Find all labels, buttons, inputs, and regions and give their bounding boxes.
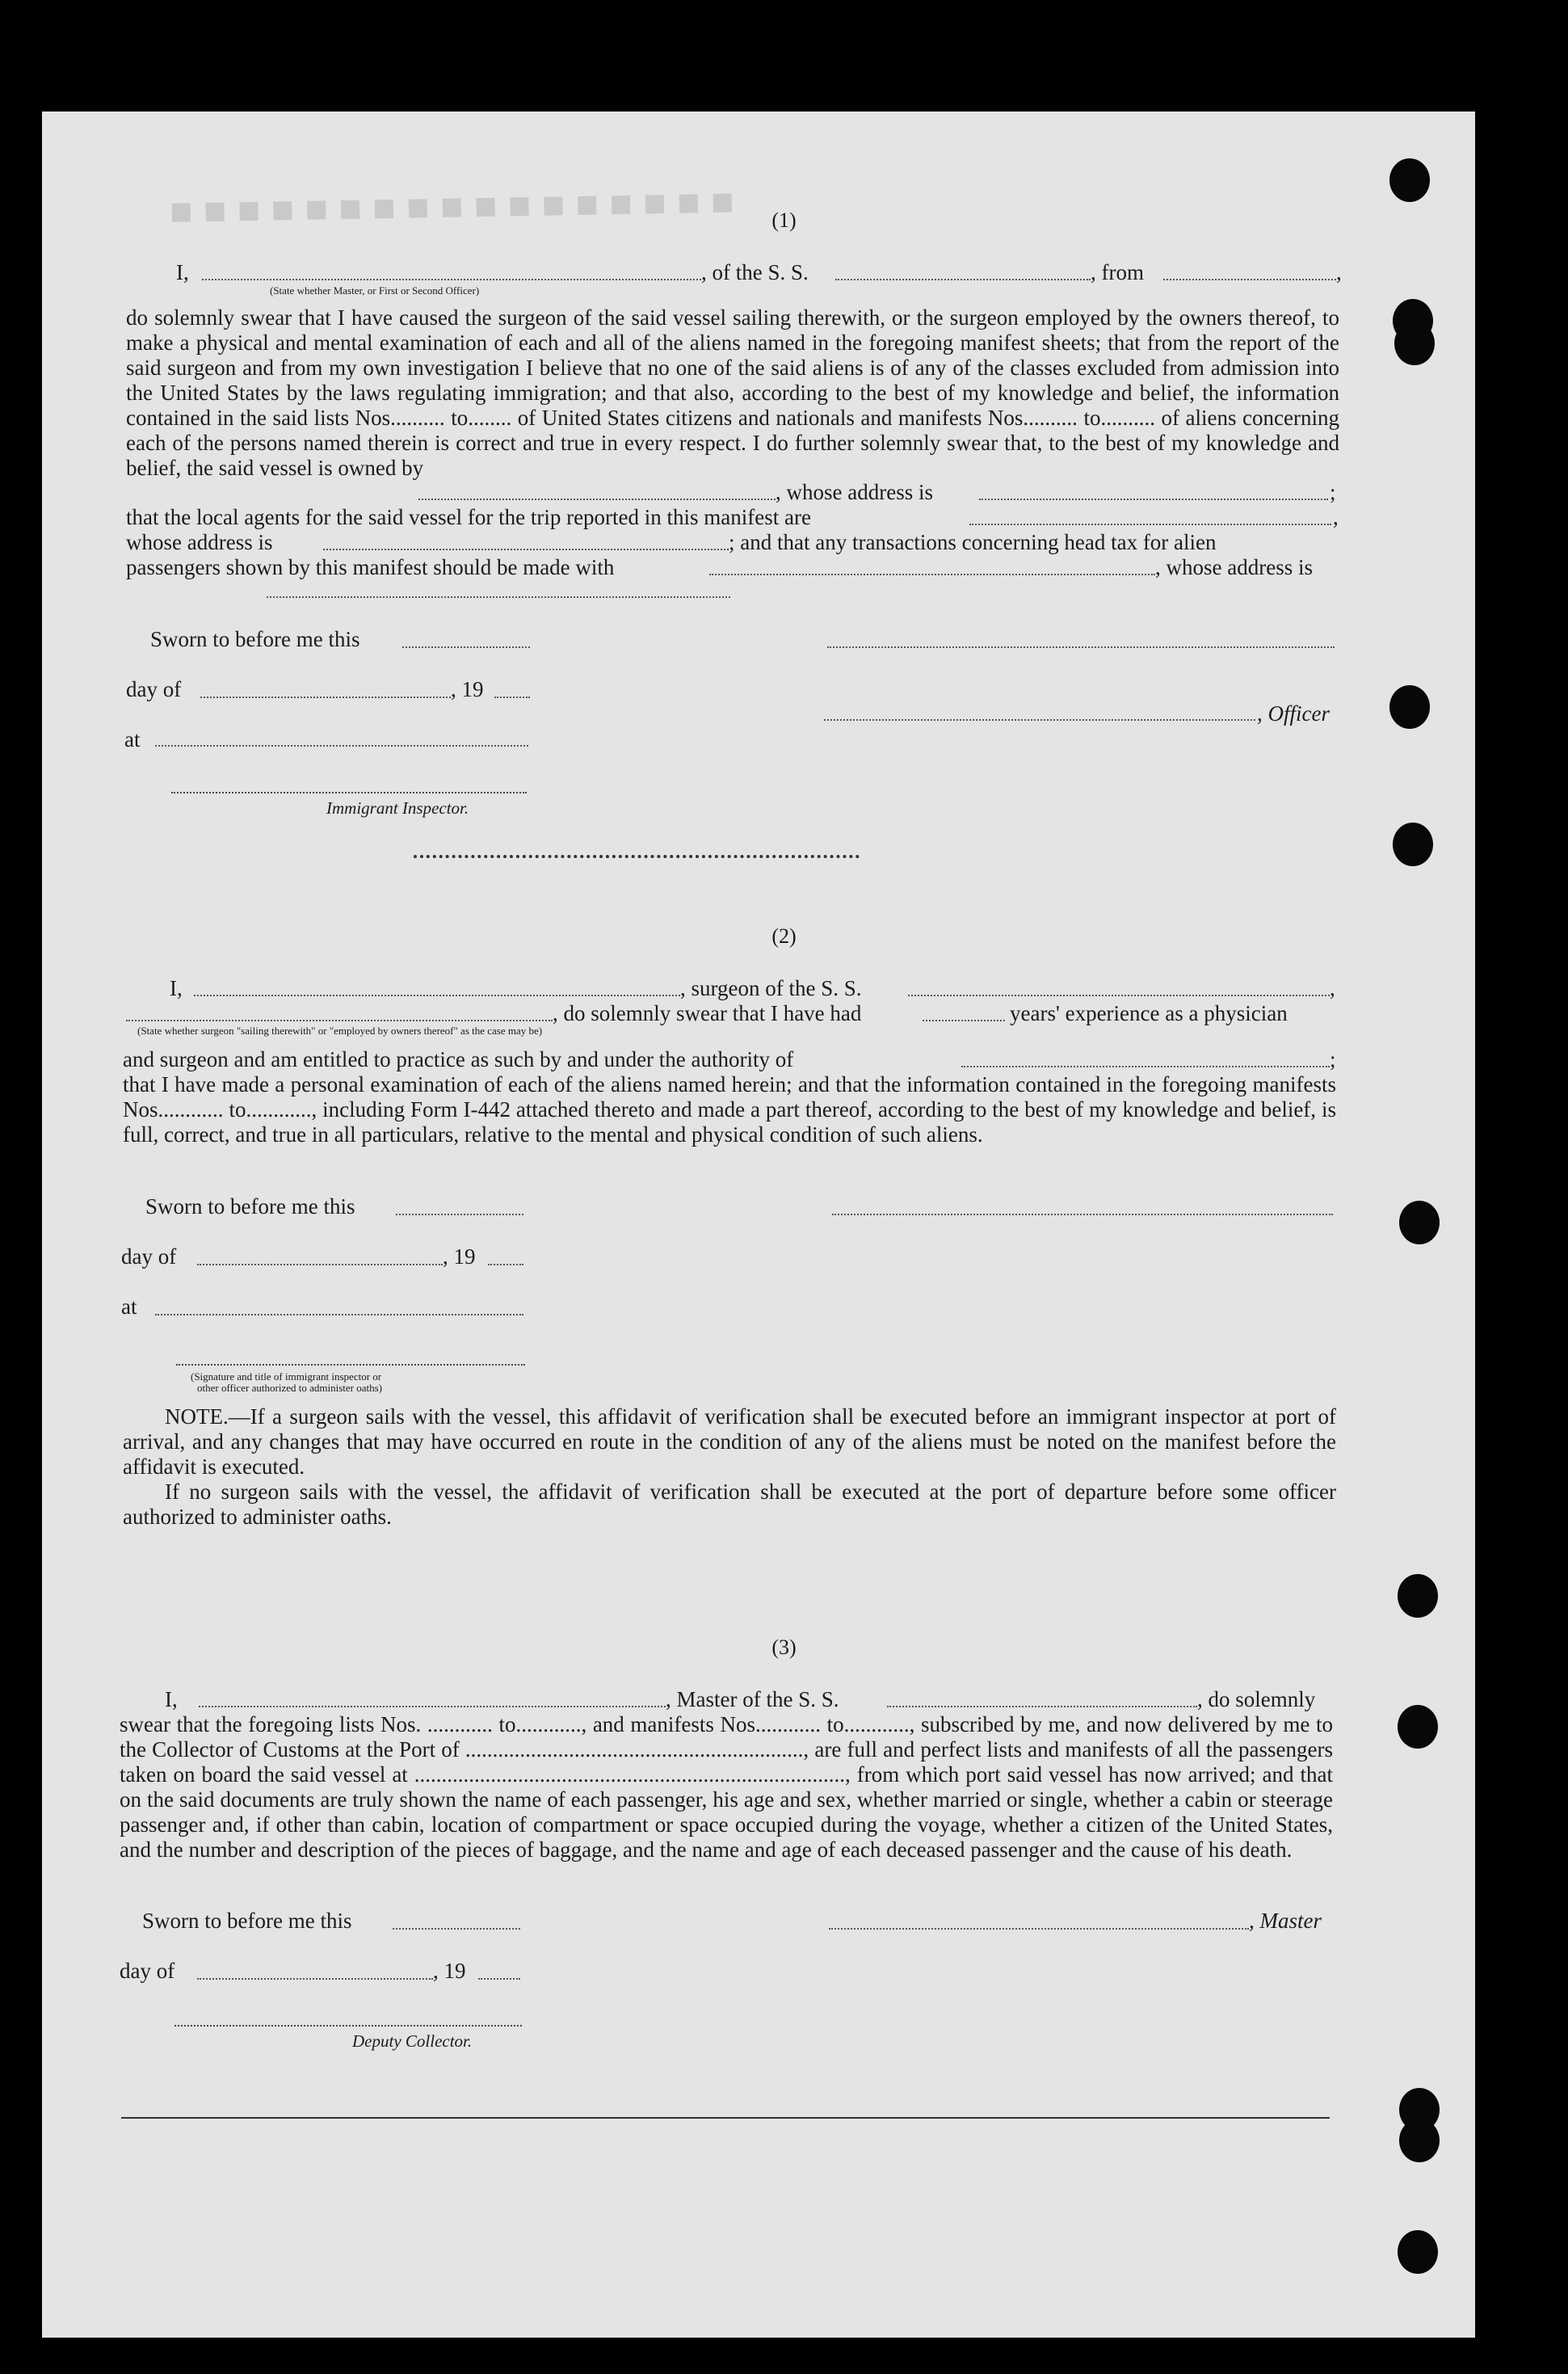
s1-officer-signature-line — [824, 719, 1255, 721]
s1-from-label: , from — [1091, 260, 1144, 284]
s1-officer-rank-blank — [202, 279, 701, 280]
s2-years-blank — [923, 1020, 1005, 1021]
s2-at-label: at — [121, 1294, 137, 1319]
punch-hole — [1389, 158, 1430, 202]
s2-no-surgeon-paragraph: If no surgeon sails with the vessel, the affidavit of verification shall be executed at the port of departure before some officer authorized to administer oaths. — [123, 1480, 1336, 1529]
section-2-number: (2) — [771, 924, 797, 948]
s1-officer-rank-note: (State whether Master, or First or Second Officer) — [270, 284, 480, 297]
s2-i-label: I, — [170, 976, 183, 1000]
s3-year-blank — [478, 1978, 520, 1980]
s2-solemnly-swear-text: , do solemnly swear that I have had — [553, 1001, 862, 1025]
s2-line1-end: , — [1330, 976, 1335, 1000]
s3-master-label: , Master — [1249, 1909, 1322, 1933]
s1-i-label: I, — [176, 260, 189, 284]
s3-oath-paragraph: swear that the foregoing lists Nos. ............ to............, and manifests Nos............ to............, subscribed by me, and now delivered by me to the Collector of Customs at the Port of .............................................................., are full and perfect lists and manifests of all the passengers taken on board the said vessel at ..............................................................................., from which port said vessel has now arrived; and that on the said documents are truly shown the name of each passenger, his age and sex, whether married or single, whether a cabin or steerage passenger and, if other than cabin, location of compartment or space occupied during the voyage, whether a citizen of the United States, and the number and description of the pieces of baggage, and the name and age of each deceased passenger and the cause of his death. — [120, 1712, 1333, 1862]
s3-month-blank — [197, 1978, 433, 1980]
s3-master-name-blank — [199, 1706, 666, 1707]
bleed-through-text: ■ ■ ■ ■ ■ ■ ■ ■ ■ ■ ■ ■ ■ ■ ■ ■ ■ — [169, 187, 736, 226]
s2-surgeon-status-note: (State whether surgeon "sailing therewith" or "employed by owners thereof" as the case may be) — [137, 1025, 543, 1037]
s2-surgeon-of-ss-label: , surgeon of the S. S. — [680, 976, 862, 1000]
s1-year-label: , 19 — [451, 677, 484, 701]
s2-sworn-day-blank — [396, 1214, 523, 1215]
s3-year-label: , 19 — [433, 1959, 466, 1983]
s1-agents-blank — [969, 524, 1331, 525]
s2-examination-paragraph: that I have made a personal examination of each of the aliens named herein; and that the information contained in the foregoing manifests Nos............ to............, including Form I-442 attached thereto and made a part thereof, according to the best of my knowledge and belief, is full, correct, and true in all particulars, relative to the mental and physical condition of such aliens. — [123, 1072, 1336, 1147]
s1-owner-address-label: , whose address is — [776, 480, 933, 504]
s2-authority-blank — [961, 1066, 1330, 1067]
s1-agents-address-blank — [323, 549, 729, 550]
s1-of-the-ss-label: , of the S. S. — [701, 260, 809, 284]
s1-head-tax-party-blank — [709, 574, 1155, 575]
s3-i-label: I, — [165, 1687, 178, 1711]
s2-signature-note-line1: (Signature and title of immigrant inspector or — [191, 1370, 382, 1383]
s2-inspector-signature-line — [176, 1364, 525, 1366]
s3-vessel-name-blank — [887, 1706, 1197, 1707]
s1-owner-blank — [418, 499, 776, 500]
punch-hole — [1399, 2119, 1440, 2162]
s1-passengers-text: passengers shown by this manifest should be made with — [126, 555, 615, 579]
s2-sworn-label: Sworn to before me this — [145, 1194, 355, 1219]
punch-hole — [1398, 1574, 1438, 1618]
s3-deputy-collector-label: Deputy Collector. — [352, 2031, 473, 2051]
s2-note-label: NOTE. — [165, 1404, 229, 1429]
s1-vessel-name-blank — [835, 279, 1091, 280]
s1-oath-paragraph: do solemnly swear that I have caused the surgeon of the said vessel sailing therewith, or the surgeon employed by the owners thereof, to make a physical and mental examination of each and all of the aliens named in the foregoing manifest sheets; that from the report of the said surgeon and from my own investigation I believe that no one of the said aliens is of any of the classes excluded from admission into the United States by the laws regulating immigration; and that also, according to the best of my knowledge and belief, the information contained in the said lists Nos.......... to........ of United States citizens and nationals and manifests Nos.......... to.......... of aliens concerning each of the persons named therein is correct and true in every respect. I do further solemnly swear that, to the best of my knowledge and belief, the said vessel is owned by — [126, 305, 1339, 480]
s1-from-port-blank — [1163, 279, 1336, 280]
section-1-number: (1) — [771, 208, 797, 232]
s1-master-signature-line — [827, 646, 1335, 648]
s1-month-blank — [200, 697, 451, 698]
s1-agents-label: that the local agents for the said vessel for the trip reported in this manifest are — [126, 505, 811, 529]
s1-head-tax-address-label: , whose address is — [1155, 555, 1313, 579]
s2-vessel-name-blank — [908, 995, 1330, 996]
s3-master-of-ss-label: , Master of the S. S. — [666, 1687, 839, 1711]
s1-year-blank — [494, 697, 530, 698]
s1-whose-address-label: whose address is — [126, 530, 273, 554]
s1-owner-address-blank — [979, 499, 1328, 500]
s3-sworn-label: Sworn to before me this — [142, 1909, 352, 1933]
s1-head-tax-text: ; and that any transactions concerning head tax for alien — [729, 530, 1217, 554]
punch-hole — [1399, 1201, 1440, 1244]
s2-year-label: , 19 — [443, 1244, 476, 1269]
s2-year-blank — [488, 1264, 523, 1265]
s3-sworn-day-blank — [393, 1928, 520, 1930]
punch-hole — [1398, 2230, 1438, 2274]
s1-at-place-blank — [155, 745, 528, 747]
s1-stray-dot-row — [414, 855, 860, 858]
s2-surgeon-status-blank — [126, 1020, 553, 1021]
s1-head-tax-address-blank — [267, 596, 730, 598]
s2-years-experience-text: years' experience as a physician — [1010, 1001, 1288, 1025]
s1-day-of-label: day of — [126, 677, 182, 701]
bottom-rule — [121, 2117, 1330, 2119]
s1-owner-end: ; — [1330, 480, 1336, 504]
s2-signature-note-line2: other officer authorized to administer oaths) — [197, 1382, 382, 1394]
s3-collector-signature-line — [174, 2025, 522, 2027]
punch-hole — [1389, 685, 1430, 729]
s2-note-text: —If a surgeon sails with the vessel, this affidavit of verification shall be executed before an immigrant inspector at port of arrival, and any changes that may have occurred en route in the condition of any of the aliens must be noted on the manifest before the affidavit is executed. — [123, 1404, 1336, 1479]
s2-surgeon-name-blank — [194, 995, 680, 996]
s1-immigrant-inspector-label: Immigrant Inspector. — [326, 798, 469, 818]
punch-hole — [1394, 322, 1435, 365]
s1-sworn-day-blank — [402, 646, 530, 648]
s3-do-solemnly-text: , do solemnly — [1197, 1687, 1316, 1711]
s1-sworn-label: Sworn to before me this — [150, 627, 360, 651]
s2-note-paragraph — [123, 1404, 1336, 1480]
punch-hole — [1398, 1705, 1438, 1749]
s3-day-of-label: day of — [120, 1959, 175, 1983]
s1-at-label: at — [124, 727, 141, 751]
s2-authority-text: and surgeon and am entitled to practice as such by and under the authority of — [123, 1047, 794, 1071]
s2-authority-end: ; — [1330, 1047, 1336, 1071]
s2-at-place-blank — [155, 1314, 523, 1315]
punch-hole — [1393, 823, 1433, 866]
s1-officer-label: , Officer — [1257, 701, 1330, 726]
s1-inspector-signature-line — [171, 792, 527, 793]
s1-line1-end: , — [1336, 260, 1342, 284]
s2-day-of-label: day of — [121, 1244, 177, 1269]
s2-surgeon-signature-line — [832, 1214, 1333, 1215]
s1-agents-end: , — [1333, 505, 1339, 529]
s2-month-blank — [197, 1264, 443, 1265]
section-3-number: (3) — [771, 1635, 797, 1659]
s3-master-signature-line — [829, 1928, 1249, 1930]
